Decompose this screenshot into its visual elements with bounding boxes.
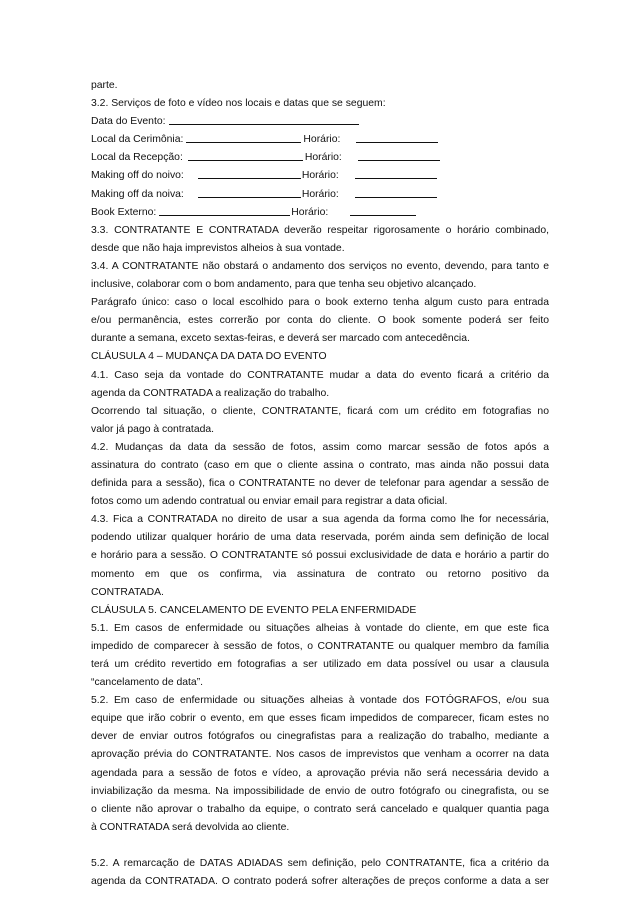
text-line: impedido de comparecer à sessão de fotos, o CONTRATANTE ou qualquer membro da família — [91, 640, 549, 652]
blank-field-making-noiva — [198, 186, 301, 198]
form-row-making-noivo — [91, 167, 549, 185]
blank-field-data-evento — [169, 113, 359, 125]
text-line: momento em que os confirma, via assinatura de contrato ou retorno positivo da — [91, 568, 549, 580]
form-row-data-evento — [91, 113, 549, 131]
text-line: CONTRATADA. — [91, 586, 164, 598]
text-line: dever de enviar outros fotógrafos ou cinegrafistas para a realização do trabalho, mediante a — [91, 731, 549, 743]
text-line: 3.3. CONTRATANTE E CONTRATADA deverão respeitar rigorosamente o horário combinado, — [91, 224, 549, 236]
label-making-noivo: Making off do noivo: — [91, 170, 184, 182]
paragraph-gap — [91, 837, 549, 855]
label-making-noiva: Making off da noiva: — [91, 188, 184, 200]
text-line: inviabilização da mesma. Na impossibilidade de envio de outro fotógrafo ou cinegrafista, ou se — [91, 785, 549, 797]
label-data-evento: Data do Evento: — [91, 116, 166, 128]
text-line: podendo utilizar qualquer horário de uma data reservada, porém ainda sem definição de local — [91, 532, 549, 544]
blank-field-horario — [350, 204, 416, 216]
text-line: “cancelamento de data”. — [91, 677, 204, 689]
label-local-recepcao: Local da Recepção: — [91, 152, 183, 164]
text-line: 5.1. Em casos de enfermidade ou situações alheias à vontade do cliente, em que este fica — [91, 622, 549, 634]
blank-field-horario — [355, 167, 437, 179]
text-line: e horário para a sessão. O CONTRATANTE só possui exclusividade de data e horário a partir do — [91, 550, 549, 562]
clause-heading: CLÁUSULA 4 – MUDANÇA DA DATA DO EVENTO — [91, 351, 327, 363]
clause-heading: CLÁUSULA 5. CANCELAMENTO DE EVENTO PELA ENFERMIDADE — [91, 604, 417, 616]
text-line: Ocorrendo tal situação, o cliente, CONTRATANTE, ficará com um crédito em fotografias no — [91, 405, 549, 417]
text-line: equipe que irão cobrir o evento, em que esses ficam impedidos de comparecer, ficam estes no — [91, 713, 549, 725]
label-horario: Horário: — [303, 134, 341, 146]
form-row-making-noiva — [91, 186, 549, 204]
text-line: valor já pago à contratada. — [91, 423, 215, 435]
label-horario: Horário: — [301, 170, 339, 182]
label-book-externo: Book Externo: — [91, 206, 157, 218]
text-line: 3.4. A CONTRATANTE não obstará o andamento dos serviços no evento, devendo, para tanto e — [91, 260, 549, 272]
blank-field-local-cerimonia — [186, 131, 301, 143]
text-line: 4.1. Caso seja da vontade do CONTRATANTE mudar a data do evento ficará a critério da — [91, 369, 549, 381]
text-line: assinatura do contrato (caso em que o cliente assina o contrato, mas ainda não possui data — [91, 459, 549, 471]
text-line: 5.2. Em caso de enfermidade ou situações alheias à vontade dos FOTÓGRAFOS, e/ou sua — [91, 695, 549, 707]
contract-text — [91, 77, 549, 891]
text-line: Parágrafo único: caso o local escolhido para o book externo tenha algum custo para entrada — [91, 297, 549, 309]
text-line: 4.3. Fica a CONTRATADA no direito de usar a sua agenda da forma como lhe for necessária, — [91, 514, 549, 526]
text-line: agendada para a sessão de fotos e vídeo, a aprovação prévia não será necessária devido a — [91, 767, 549, 779]
text-line: à CONTRATADA será devolvida ao cliente. — [91, 821, 290, 833]
text-line: fotos como um adendo contratual ou enviar email para registrar a data oficial. — [91, 496, 448, 508]
label-local-cerimonia: Local da Cerimônia: — [91, 134, 184, 146]
label-horario: Horário: — [304, 152, 342, 164]
text-line: agenda da CONTRATADA a realização do trabalho. — [91, 387, 330, 399]
label-horario: Horário: — [301, 188, 339, 200]
blank-field-horario — [355, 186, 437, 198]
text-line: desde que não haja imprevistos alheios à sua vontade. — [91, 242, 345, 254]
text-line: 3.2. Serviços de foto e vídeo nos locais e datas que se seguem: — [91, 98, 386, 110]
label-horario: Horário: — [291, 206, 329, 218]
blank-field-horario — [356, 131, 438, 143]
text-line: 4.2. Mudanças da data da sessão de fotos, assim como marcar sessão de fotos após a — [91, 441, 549, 453]
text-line: aprovação prévia do CONTRATANTE. Nos casos de imprevistos que venham a ocorrer na data — [91, 749, 549, 761]
blank-field-local-recepcao — [188, 149, 303, 161]
text-line: agenda da CONTRATADA. O contrato poderá sofrer alterações de preços conforme a data a ser — [91, 876, 549, 888]
text-line: terá um crédito revertido em fotografias a ser utilizado em data possível ou usar a clausula — [91, 659, 549, 670]
form-row-cerimonia — [91, 131, 549, 149]
form-row-recepcao — [91, 149, 549, 167]
blank-field-book-externo — [159, 204, 290, 216]
form-row-book-externo — [91, 204, 549, 222]
text-line: inclusive, colaborar com o bom andamento, para que tenha seu objetivo alcançado. — [91, 279, 477, 291]
text-line: definida para a sessão), fica o CONTRATANTE no dever de telefonar para agendar a sessão de — [91, 478, 549, 490]
text-line: durante a semana, exceto sextas-feiras, e deverá ser marcado com antecedência. — [91, 333, 470, 345]
blank-field-making-noivo — [198, 167, 301, 179]
text-line: 5.2. A remarcação de DATAS ADIADAS sem definição, pelo CONTRATANTE, fica a critério da — [91, 858, 549, 870]
text-line: e/ou permanência, estes correrão por conta do cliente. O book somente poderá ser feito — [91, 315, 549, 327]
text-line: parte. — [91, 80, 118, 91]
blank-field-horario — [358, 149, 440, 161]
text-line: o cliente não aprovar o trabalho da equipe, o contrato será cancelado e qualquer quantia paga — [91, 803, 549, 815]
